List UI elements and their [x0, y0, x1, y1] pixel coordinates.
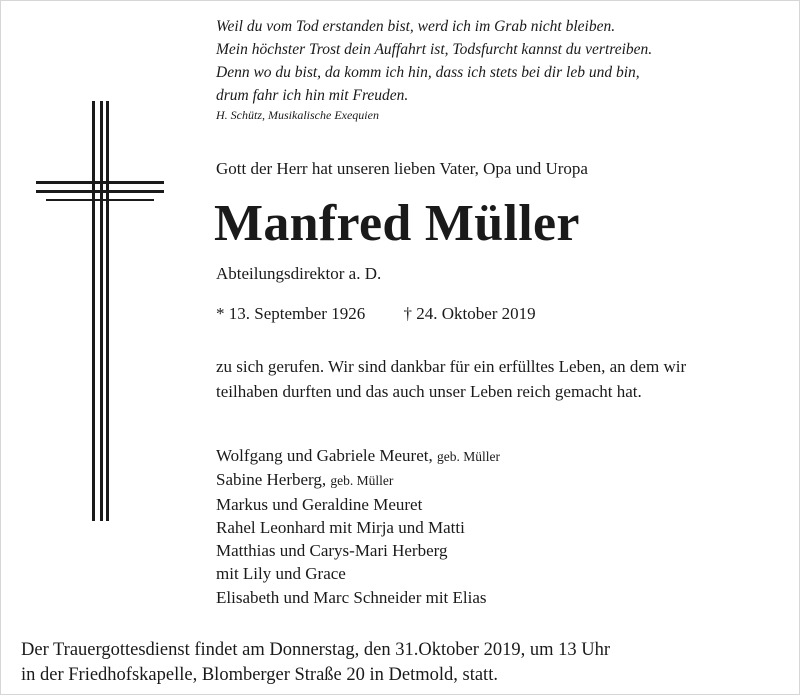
family-name: Wolfgang und Gabriele Meuret,: [216, 446, 433, 465]
text-line: zu sich gerufen. Wir sind dankbar für ein erfülltes Leben, an dem wir: [216, 357, 687, 376]
family-row: [216, 516, 500, 539]
family-list: [216, 444, 500, 609]
family-name: Matthias und Carys-Mari Herberg: [216, 541, 448, 561]
quote-line: Mein höchster Trost dein Auffahrt ist, Todsfurcht kannst du vertreiben.: [216, 41, 653, 58]
family-name: Markus und Geraldine Meuret: [216, 494, 423, 514]
family-note: geb. Müller: [330, 473, 394, 489]
family-row: [216, 468, 500, 492]
quote-line: Weil du vom Tod erstanden bist, werd ich im Grab nicht bleiben.: [216, 18, 616, 35]
quote-line: Denn wo du bist, da komm ich hin, dass ich stets bei dir leb und bin,: [216, 64, 640, 81]
birth-date: * 13. September 1926: [216, 304, 366, 323]
family-row: [216, 586, 500, 609]
deceased-name: Manfred Müller: [214, 195, 580, 252]
family-name: Elisabeth und Marc Schneider mit Elias: [216, 587, 487, 607]
service-info: [21, 638, 791, 688]
family-row: [216, 539, 500, 562]
cross-icon: [36, 101, 166, 521]
service-line: Der Trauergottesdienst findet am Donnerstag, den 31.Oktober 2019, um 13 Uhr: [21, 640, 610, 660]
family-row: [216, 444, 500, 468]
death-date: † 24. Oktober 2019: [403, 304, 536, 323]
family-name: Rahel Leonhard mit Mirja und Matti: [216, 517, 465, 537]
gratitude-text: [216, 354, 800, 404]
service-line: in der Friedhofskapelle, Blomberger Straße 20 in Detmold, statt.: [21, 665, 498, 685]
family-row: [216, 562, 500, 585]
family-name: mit Lily und Grace: [216, 564, 346, 584]
intro-text: Gott der Herr hat unseren lieben Vater, Opa und Uropa: [216, 159, 588, 178]
family-name: Sabine Herberg,: [216, 470, 327, 490]
quote-line: drum fahr ich hin mit Freuden.: [216, 87, 409, 104]
family-row: [216, 493, 500, 516]
quote-block: [216, 15, 796, 123]
quote-source: H. Schütz, Musikalische Exequien: [216, 108, 379, 122]
text-line: teilhaben durften und das auch unser Leben reich gemacht hat.: [216, 382, 642, 401]
life-dates: [216, 304, 536, 324]
deceased-title: Abteilungsdirektor a. D.: [216, 264, 382, 283]
family-note: geb. Müller: [436, 449, 500, 464]
